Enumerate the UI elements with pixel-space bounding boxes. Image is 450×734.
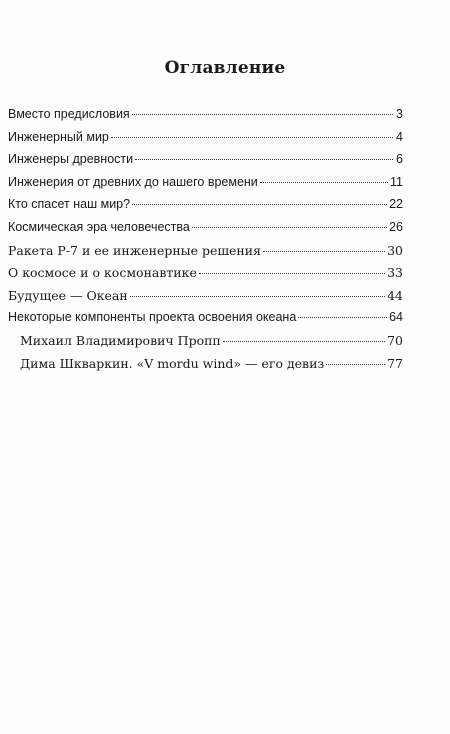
toc-entry-title: Михаил Владимирович Пропп	[20, 332, 221, 348]
toc-page-number: 11	[390, 174, 403, 189]
toc-page-number: 4	[396, 129, 403, 144]
toc-entry-foreword	[8, 107, 403, 130]
toc-entry-engineering-world	[8, 130, 403, 153]
toc-entry-title: Инженеры древности	[8, 152, 134, 167]
toc-page-number: 33	[387, 265, 403, 281]
toc-entry-cosmos	[8, 265, 403, 288]
dot-leader	[223, 341, 385, 342]
dot-leader	[260, 182, 388, 183]
dot-leader	[298, 317, 387, 318]
dot-leader	[132, 204, 387, 205]
toc-entry-engineering-history	[8, 175, 403, 198]
toc-page-number: 6	[396, 152, 403, 167]
toc-entry-propp	[8, 333, 403, 356]
dot-leader	[111, 137, 393, 138]
dot-leader	[326, 364, 385, 365]
toc-entry-title: Инженерия от древних до нашего времени	[8, 174, 258, 189]
toc-entry-title: Кто спасет наш мир?	[8, 197, 131, 212]
dot-leader	[199, 273, 385, 274]
toc-entry-ancient-engineers	[8, 152, 403, 175]
dot-leader	[263, 251, 385, 252]
toc-page-number: 26	[389, 219, 403, 234]
toc-entry-title: О космосе и о космонавтике	[8, 265, 197, 281]
page-title: Оглавление	[164, 58, 286, 78]
toc-entry-title: Вместо предисловия	[8, 107, 130, 121]
toc-entry-space-era	[8, 220, 403, 243]
dot-leader	[132, 114, 393, 115]
toc-entry-title: Будущее — Океан	[8, 287, 128, 303]
toc-entry-r7-rocket	[8, 243, 403, 266]
toc-entry-future-ocean	[8, 288, 403, 311]
dot-leader	[192, 227, 387, 228]
toc-page-number: 44	[387, 287, 403, 303]
toc-entry-title: Дима Шкваркин. «V mordu wind» — его девиз	[20, 355, 325, 371]
toc-page-number: 30	[387, 242, 403, 258]
toc-entry-shkvarkin	[8, 356, 403, 379]
toc-page-number: 3	[396, 107, 403, 121]
toc-page-number: 64	[389, 310, 403, 325]
dot-leader	[135, 159, 393, 160]
toc-page-number: 77	[387, 355, 403, 371]
toc-entry-ocean-project	[8, 310, 403, 333]
toc-entry-title: Ракета Р-7 и ее инженерные решения	[8, 242, 261, 258]
toc-page-number: 70	[387, 332, 403, 348]
toc-entry-title: Некоторые компоненты проекта освоения океана	[8, 310, 297, 325]
dot-leader	[130, 296, 385, 297]
table-of-contents	[8, 107, 403, 378]
toc-page-number: 22	[389, 197, 403, 212]
toc-entry-title: Космическая эра человечества	[8, 219, 190, 234]
toc-entry-title: Инженерный мир	[8, 129, 109, 144]
toc-entry-who-saves-world	[8, 197, 403, 220]
